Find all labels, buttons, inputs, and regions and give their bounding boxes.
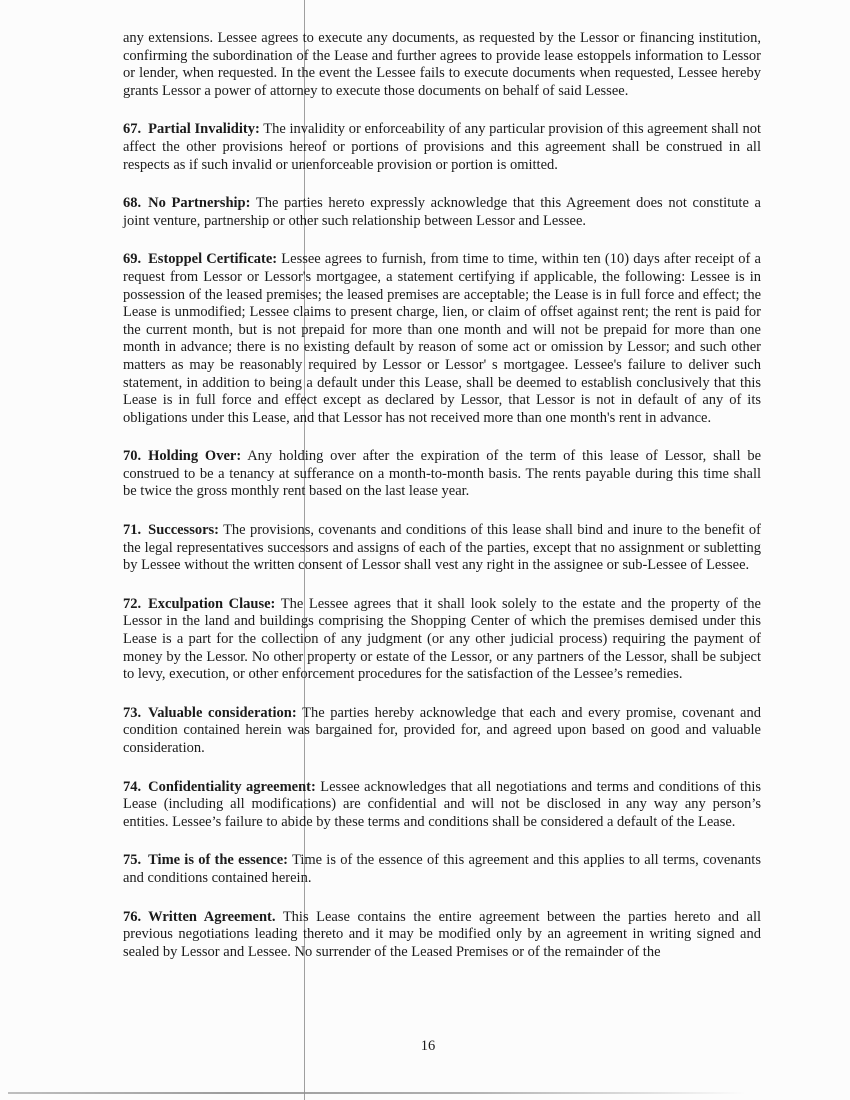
clause-number: 74.: [123, 778, 142, 795]
clause-number: 71.: [123, 522, 142, 539]
clause-number: 76.: [123, 908, 142, 925]
lease-clause-75: [123, 852, 761, 887]
lease-clause-68: [123, 195, 761, 230]
clause-title: Written Agreement.: [148, 908, 276, 925]
clause-body: The parties hereby acknowledge that each and every promise, covenant and condition contained herein was bargained for, provided for, and agreed upon based on good and valuable consideration.: [123, 704, 761, 756]
clause-title: Successors:: [148, 522, 220, 539]
clause-number: 72.: [123, 595, 142, 612]
lease-clause-67: [123, 121, 761, 174]
page-number: 16: [420, 1038, 436, 1054]
lease-clause-72: [123, 596, 761, 684]
clause-number: 68.: [123, 195, 142, 212]
clause-body: This Lease contains the entire agreement between the parties hereto and all previous negotiations leading thereto and it may be modified only by an agreement in writing signed and sealed by Lessor and Lessee. No surrender of the Leased Premises or of the remainder of the: [123, 908, 762, 960]
lease-clause-76: [123, 909, 761, 962]
lease-clause-74: [123, 779, 761, 832]
continued-paragraph: [123, 30, 761, 100]
clause-body: Lessee agrees to furnish, from time to time, within ten (10) days after receipt of a request from Lessor or Lessor's mortgagee, a statement certifying if applicable, the following: Lessee is in possession of the leased premises; the leased premises are acceptable; the Lease is in full force and effect; the Lease is unmodified; Lessee claims to present charge, lien, or claim of offset against rent; the rent is paid for the current month, but is not prepaid for more than one month and will not be prepaid for more than one month in advance; there is no existing default by reason of some act or omission by Lessor; and such other matters as may be reasonably required by Lessor or Lessor' s mortgagee. Lessee's failure to deliver such statement, in addition to being a default under this Lease, shall be deemed to establish conclusively that this Lease is in full force and effect except as declared by Lessor, that Lessor is not in default of any of its obligations under this Lease, and that Lessor has not received more than one month's rent in advance.: [123, 251, 761, 426]
clause-title: Time is of the essence:: [148, 852, 288, 869]
clause-title: Partial Invalidity:: [148, 121, 260, 138]
clause-body: The Lessee agrees that it shall look solely to the estate and the property of the Lessor in the land and buildings comprising the Shopping Center of which the premises demised under this Lease is a part for the collection of any judgment (or any other judicial process) requiring the payment of money by the Lessor. No other property or estate of the Lessor, or any partners of the Lessor, shall be subject to levy, execution, or other enforcement procedures for the satisfaction of the Lessee’s remedies.: [123, 595, 761, 683]
clause-title: Holding Over:: [148, 448, 242, 465]
lease-clause-71: [123, 522, 761, 575]
lease-text-block: [123, 30, 761, 982]
lease-clause-73: [123, 705, 761, 758]
clause-body: Time is of the essence of this agreement and this applies to all terms, covenants and conditions contained herein.: [123, 852, 761, 886]
clause-number: 75.: [123, 852, 142, 869]
clause-body: The parties hereto expressly acknowledge that this Agreement does not constitute a joint venture, partnership or other such relationship between Lessor and Lessee.: [123, 195, 761, 229]
paragraph-body: any extensions. Lessee agrees to execute any documents, as requested by the Lessor or financing institution, confirming the subordination of the Lease and further agrees to provide lease estoppels information to Lessor or lender, when requested. In the event the Lessee fails to execute documents when requested, Lessee hereby grants Lessor a power of attorney to execute those documents on behalf of said Lessee.: [123, 30, 761, 99]
clause-body: Lessee acknowledges that all negotiations and terms and conditions of this Lease (including all modifications) are confidential and will not be disclosed in any way any person’s entities. Lessee’s failure to abide by these terms and conditions shall be considered a default of the Lease.: [123, 778, 762, 830]
clause-number: 67.: [123, 121, 142, 138]
clause-title: Estoppel Certificate:: [148, 251, 278, 268]
page-edge-line: [8, 1092, 746, 1094]
clause-number: 69.: [123, 251, 142, 268]
clause-body: The provisions, covenants and conditions of this lease shall bind and inure to the benefit of the legal representatives successors and assigns of each of the parties, except that no assignment or subletting by Lessee without the written consent of Lessor shall vest any right in the assignee or sub-Lessee of Lessee.: [123, 522, 761, 574]
clause-number: 73.: [123, 704, 142, 721]
clause-title: Exculpation Clause:: [148, 595, 276, 612]
lease-clause-70: [123, 448, 761, 501]
clause-title: Confidentiality agreement:: [148, 778, 316, 795]
clause-number: 70.: [123, 448, 142, 465]
lease-clause-69: [123, 251, 761, 427]
clause-body: The invalidity or enforceability of any particular provision of this agreement shall not affect the other provisions hereof or portions of provisions and this agreement shall be construed in all respects as if such invalid or unenforceable provision or portion is omitted.: [123, 121, 761, 173]
clause-title: Valuable consideration:: [148, 704, 297, 721]
clause-title: No Partnership:: [148, 195, 251, 212]
clause-body: Any holding over after the expiration of the term of this lease of Lessor, shall be construed to be a tenancy at sufferance on a month-to-month basis. The rents payable during this time shall be twice the gross monthly rent based on the last lease year.: [123, 448, 762, 500]
